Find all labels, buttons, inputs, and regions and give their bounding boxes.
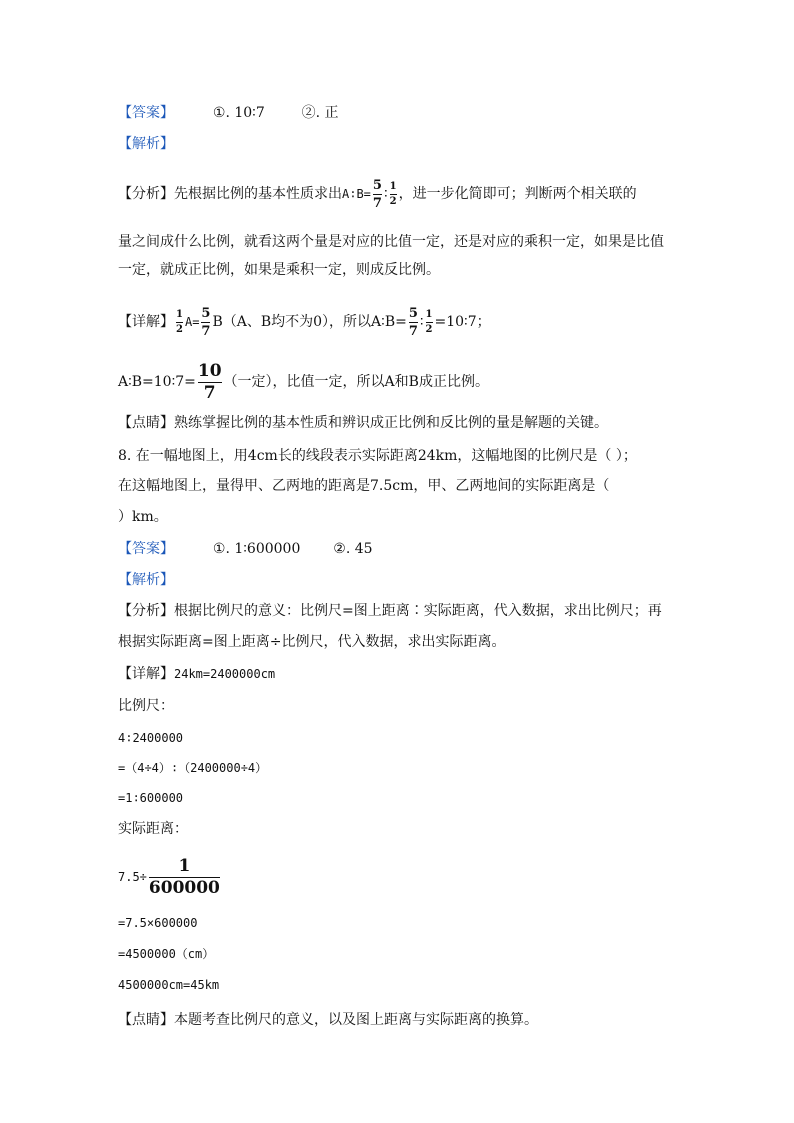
- q7-xj-a: A=: [184, 315, 200, 329]
- q8-step6: 实际距离：: [118, 821, 188, 837]
- q8-answer-tag: 【答案】: [118, 541, 174, 557]
- q7-answer-tag: 【答案】: [118, 105, 174, 121]
- q7-dianjing-line: [118, 414, 608, 432]
- frac-denominator: 7: [201, 323, 211, 339]
- frac-denominator: 600000: [148, 877, 220, 898]
- ratio-colon: ∶: [383, 186, 388, 202]
- frac-numerator: 5: [372, 177, 382, 193]
- q8-question-line3: ）km。: [118, 509, 168, 525]
- q8-fenxi-tag: 【分析】: [118, 603, 174, 619]
- frac-denominator: 7: [203, 382, 216, 403]
- frac-denominator: 2: [389, 195, 397, 207]
- q7-answer-line: [118, 104, 339, 122]
- q8-step4: =（4÷4）∶（2400000÷4）: [118, 761, 268, 775]
- frac-numerator: 5: [201, 305, 211, 321]
- q8-step1: 24km=2400000cm: [174, 667, 276, 681]
- q7-fenxi-ratio: A∶B=: [342, 187, 371, 201]
- q8-question-line1: 8. 在一幅地图上，用4cm长的线段表示实际距离24km，这幅地图的比例尺是（ ）；: [118, 448, 637, 464]
- frac-numerator: 5: [408, 305, 418, 321]
- q7-answer-2: ②. 正: [301, 105, 339, 121]
- q8-step10: 4500000cm=45km: [118, 978, 220, 992]
- q8-step8: =7.5×600000: [118, 916, 198, 930]
- q7-dianjing-text: 熟练掌握比例的基本性质和辨识成正比例和反比例的量是解题的关键。: [174, 415, 608, 431]
- frac-numerator: 10: [197, 360, 222, 381]
- fraction-1-2: [390, 182, 397, 207]
- q7-fenxi-line3: 一定，就成正比例，如果是乘积一定，则成反比例。: [118, 262, 440, 278]
- q8-fenxi-line2: 根据实际距离=图上距离÷比例尺，代入数据，求出实际距离。: [118, 634, 506, 650]
- fraction-1-2: [176, 310, 183, 335]
- q7-fenxi-tag: 【分析】: [118, 186, 174, 202]
- fraction-5-7: [201, 307, 210, 338]
- q7-xj2-a: A∶B=10∶7=: [118, 374, 196, 390]
- q7-xj2-b: （一定），比值一定，所以A和B成正比例。: [223, 374, 489, 390]
- q7-xiangjie-line1: [118, 298, 491, 346]
- q8-analysis-tag: 【解析】: [118, 572, 174, 588]
- fraction-10-7: [197, 360, 222, 403]
- q8-dianjing-text: 本题考查比例尺的意义，以及图上距离与实际距离的换算。: [174, 1012, 538, 1028]
- q7-fenxi-text-c: ，进一步化简即可；判断两个相关联的: [398, 186, 637, 202]
- q7-xj-b: B（A、B均不为0），所以A∶B=: [212, 314, 407, 330]
- q8-answer-1: ①. 1∶600000: [212, 541, 301, 557]
- frac-denominator: 7: [408, 323, 418, 339]
- q8-answer-2: ②. 45: [333, 541, 373, 557]
- q8-dianjing-tag: 【点睛】: [118, 1012, 174, 1028]
- q8-step5: =1∶600000: [118, 791, 184, 805]
- frac-numerator: 1: [389, 180, 397, 192]
- fraction-5-7: [409, 307, 418, 338]
- fraction-5-7: [373, 179, 382, 210]
- q8-xiangjie-line: [118, 665, 275, 683]
- q7-answer-1: ①. 10∶7: [212, 105, 265, 121]
- fraction-1-600000: [148, 855, 220, 898]
- q8-step7-a: 7.5÷: [118, 870, 147, 884]
- fraction-1-2: [426, 310, 433, 335]
- q8-question-line2: 在这幅地图上，量得甲、乙两地的距离是7.5cm，甲、乙两地间的实际距离是（: [118, 478, 610, 494]
- q8-xiangjie-tag: 【详解】: [118, 666, 174, 682]
- q7-fenxi-line1: [118, 172, 637, 216]
- q8-step3: 4∶2400000: [118, 731, 184, 745]
- frac-numerator: 1: [425, 308, 433, 320]
- frac-denominator: 2: [176, 323, 183, 335]
- q8-fenxi-line1: [118, 602, 662, 620]
- q7-xj-c: =10∶7；: [434, 314, 491, 330]
- frac-numerator: 1: [178, 855, 191, 876]
- q7-dianjing-tag: 【点睛】: [118, 415, 174, 431]
- q8-step7: [118, 852, 222, 902]
- ratio-colon: ∶: [419, 314, 424, 330]
- frac-numerator: 1: [176, 308, 183, 320]
- frac-denominator: 2: [425, 323, 433, 335]
- q7-xiangjie-tag: 【详解】: [118, 314, 174, 330]
- q7-fenxi-line2: 量之间成什么比例，就看这两个量是对应的比值一定，还是对应的乘积一定，如果是比值: [118, 234, 664, 250]
- q8-step2: 比例尺：: [118, 698, 174, 714]
- q8-fenxi-text1: 根据比例尺的意义：比例尺=图上距离∶实际距离，代入数据，求出比例尺；再: [174, 603, 662, 619]
- q8-step9: =4500000（cm）: [118, 947, 215, 961]
- q7-analysis-tag: 【解析】: [118, 136, 174, 152]
- q7-xiangjie-line2: [118, 356, 489, 408]
- frac-denominator: 7: [372, 195, 382, 211]
- q8-answer-line: [118, 540, 373, 558]
- q7-fenxi-text-a: 先根据比例的基本性质求出: [174, 186, 342, 202]
- q8-dianjing-line: [118, 1011, 538, 1029]
